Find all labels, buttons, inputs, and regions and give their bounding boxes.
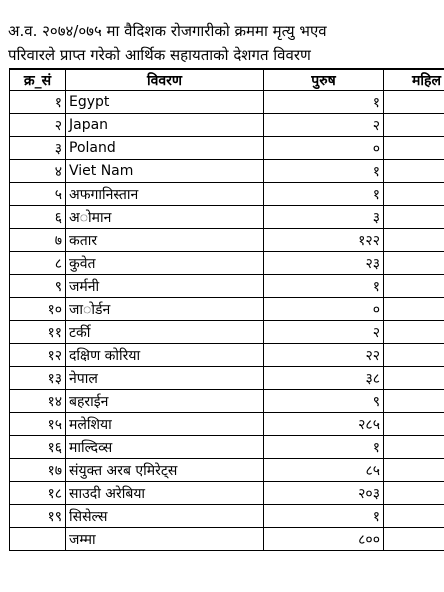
female-count-cell (384, 229, 444, 252)
male-count-cell: २ (264, 114, 384, 137)
country-cell: मलेशिया (66, 413, 264, 436)
table-row (10, 459, 444, 482)
male-count-cell: १ (264, 505, 384, 528)
male-count-cell: २ (264, 321, 384, 344)
title-line-2: परिवारले प्राप्त गरेको आर्थिक सहायताको देशगत विवरण (8, 46, 311, 64)
female-count-cell (384, 275, 444, 298)
country-cell: टर्की (66, 321, 264, 344)
female-count-cell (384, 252, 444, 275)
serial-cell: १५ (10, 413, 66, 436)
male-count-cell: ९ (264, 390, 384, 413)
country-cell: अफगानिस्तान (66, 183, 264, 206)
table-row (10, 367, 444, 390)
table-row (10, 229, 444, 252)
serial-cell: ३ (10, 137, 66, 160)
country-cell: सिसेल्स (66, 505, 264, 528)
serial-cell: १ (10, 91, 66, 114)
female-count-cell (384, 91, 444, 114)
female-count-cell (384, 390, 444, 413)
serial-cell: ६ (10, 206, 66, 229)
country-cell: जा◌ोर्डन (66, 298, 264, 321)
serial-cell: ११ (10, 321, 66, 344)
serial-cell: १२ (10, 344, 66, 367)
header-description: विवरण (66, 69, 264, 91)
male-count-cell: २८५ (264, 413, 384, 436)
female-count-cell (384, 160, 444, 183)
male-count-cell: १ (264, 436, 384, 459)
male-count-cell: २०३ (264, 482, 384, 505)
document-title (8, 20, 444, 68)
serial-cell: २ (10, 114, 66, 137)
female-count-cell (384, 183, 444, 206)
table-row (10, 252, 444, 275)
male-count-cell: ८५ (264, 459, 384, 482)
serial-cell: १० (10, 298, 66, 321)
table-row (10, 160, 444, 183)
male-count-cell: १ (264, 275, 384, 298)
male-count-cell: २३ (264, 252, 384, 275)
female-count-cell (384, 206, 444, 229)
male-count-cell: १२२ (264, 229, 384, 252)
table-row (10, 413, 444, 436)
country-cell: Viet Nam (66, 160, 264, 183)
female-count-cell (384, 137, 444, 160)
female-count-cell (384, 367, 444, 390)
country-cell: Poland (66, 137, 264, 160)
table-header-row (10, 69, 444, 91)
female-count-cell (384, 298, 444, 321)
total-female-cell (384, 528, 444, 551)
female-count-cell (384, 413, 444, 436)
country-cell: माल्दिव्स (66, 436, 264, 459)
female-count-cell (384, 459, 444, 482)
total-label-cell: जम्मा (66, 528, 264, 551)
male-count-cell: ० (264, 298, 384, 321)
table-row (10, 137, 444, 160)
country-cell: बहराईन (66, 390, 264, 413)
total-serial-cell (10, 528, 66, 551)
male-count-cell: ३८ (264, 367, 384, 390)
country-cell: Egypt (66, 91, 264, 114)
table-row (10, 114, 444, 137)
table-row (10, 298, 444, 321)
table-row (10, 206, 444, 229)
title-line-1: अ.व. २०७४/०७५ मा वैदिशक रोजगारीको क्रममा मृत्यु भएव (8, 22, 327, 40)
country-cell: कतार (66, 229, 264, 252)
table-row (10, 183, 444, 206)
table-row (10, 91, 444, 114)
table-row (10, 482, 444, 505)
header-serial: क्र_सं (10, 69, 66, 91)
table-row (10, 321, 444, 344)
table-row (10, 390, 444, 413)
serial-cell: ४ (10, 160, 66, 183)
country-cell: जर्मनी (66, 275, 264, 298)
country-cell: साउदी अरेबिया (66, 482, 264, 505)
country-cell: दक्षिण कोरिया (66, 344, 264, 367)
male-count-cell: ० (264, 137, 384, 160)
header-male: पुरुष (264, 69, 384, 91)
female-count-cell (384, 482, 444, 505)
country-cell: अ◌ोमान (66, 206, 264, 229)
female-count-cell (384, 321, 444, 344)
table-row (10, 436, 444, 459)
serial-cell: १७ (10, 459, 66, 482)
male-count-cell: ३ (264, 206, 384, 229)
country-cell: नेपाल (66, 367, 264, 390)
serial-cell: ९ (10, 275, 66, 298)
country-table (9, 68, 444, 551)
country-cell: संयुक्त अरब एमिरेट्स (66, 459, 264, 482)
serial-cell: ५ (10, 183, 66, 206)
country-cell: Japan (66, 114, 264, 137)
table-row (10, 505, 444, 528)
female-count-cell (384, 344, 444, 367)
serial-cell: ८ (10, 252, 66, 275)
header-female: महिल (384, 69, 444, 91)
male-count-cell: १ (264, 183, 384, 206)
female-count-cell (384, 114, 444, 137)
serial-cell: १८ (10, 482, 66, 505)
serial-cell: १३ (10, 367, 66, 390)
male-count-cell: १ (264, 91, 384, 114)
serial-cell: ७ (10, 229, 66, 252)
female-count-cell (384, 436, 444, 459)
total-row (10, 528, 444, 551)
total-male-cell: ८०० (264, 528, 384, 551)
serial-cell: १४ (10, 390, 66, 413)
serial-cell: १९ (10, 505, 66, 528)
female-count-cell (384, 505, 444, 528)
male-count-cell: २२ (264, 344, 384, 367)
country-cell: कुवेत (66, 252, 264, 275)
male-count-cell: १ (264, 160, 384, 183)
table-row (10, 275, 444, 298)
serial-cell: १६ (10, 436, 66, 459)
table-row (10, 344, 444, 367)
